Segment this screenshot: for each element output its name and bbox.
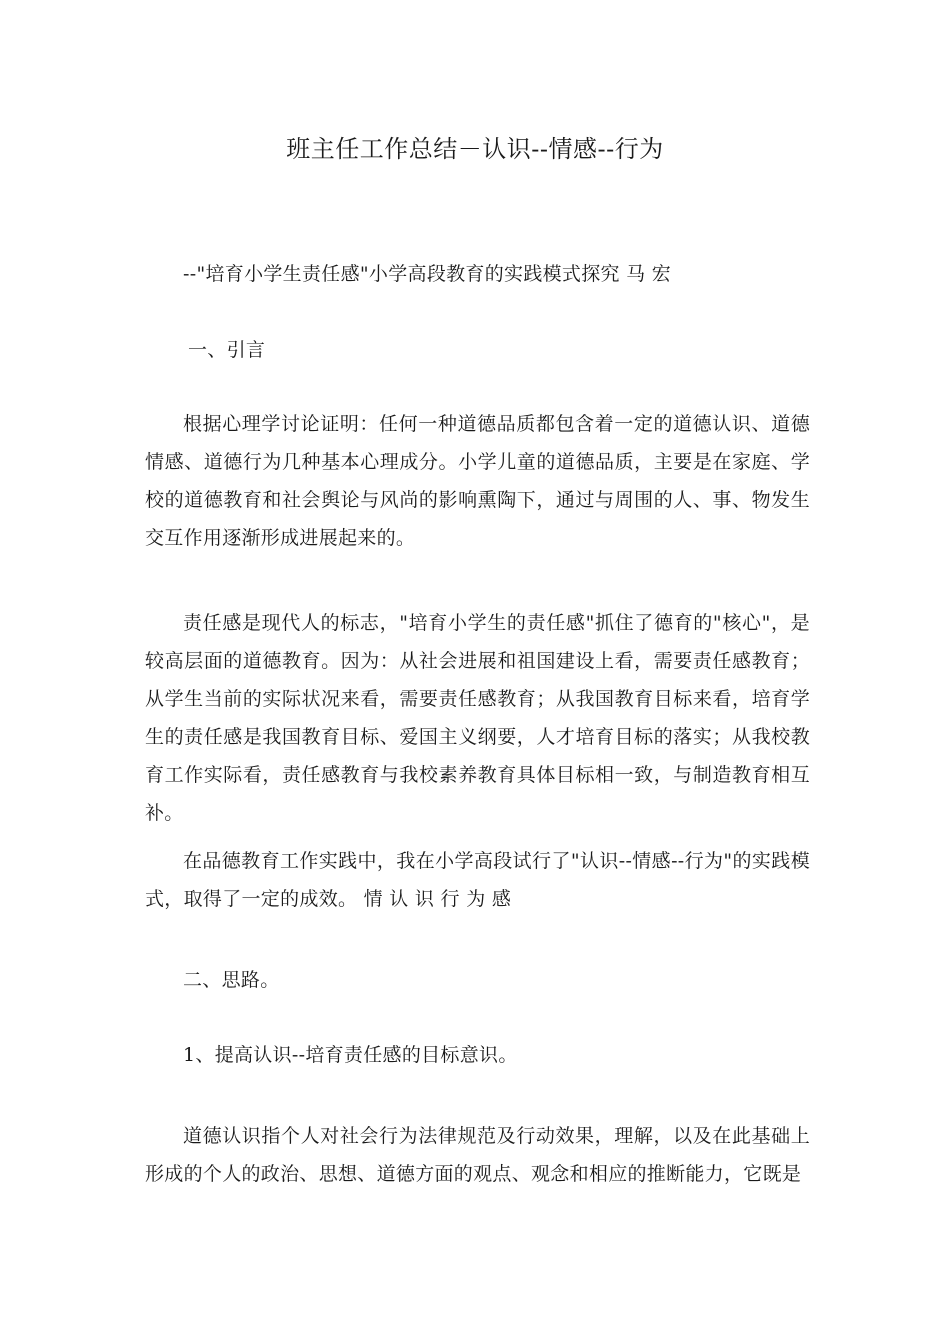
paragraph-1: 根据心理学讨论证明：任何一种道德品质都包含着一定的道德认识、道德情感、道德行为几种基本心理成分。小学儿童的道德品质，主要是在家庭、学校的道德教育和社会舆论与风尚的影响熏陶下，通过与周围的人、事、物发生交互作用逐渐形成进展起来的。 <box>145 413 810 549</box>
paragraph-2: 责任感是现代人的标志，"培育小学生的责任感"抓住了德育的"核心"，是较高层面的道德教育。因为：从社会进展和祖国建设上看，需要责任感教育；从学生当前的实际状况来看，需要责任感教育；从我国教育目标来看，培育学生的责任感是我国教育目标、爱国主义纲要，人才培育目标的落实；从我校教育工作实际看，责任感教育与我校素养教育具体目标相一致，与制造教育相互补。 <box>145 612 810 824</box>
section-heading-introduction: 一、引言 <box>188 339 266 361</box>
section-heading-approach: 二、思路。 <box>183 969 280 991</box>
paragraph-3: 在品德教育工作实践中，我在小学高段试行了"认识--情感--行为"的实践模式，取得了一定的成效。 情 认 识 行 为 感 <box>145 850 810 910</box>
subsection-heading-1: 1、提高认识--培育责任感的目标意识。 <box>183 1044 518 1066</box>
document-subtitle: --"培育小学生责任感"小学高段教育的实践模式探究 马 宏 <box>183 263 672 285</box>
paragraph-4: 道德认识指个人对社会行为法律规范及行动效果，理解，以及在此基础上形成的个人的政治、思想、道德方面的观点、观念和相应的推断能力，它既是 <box>145 1125 810 1185</box>
document-title: 班主任工作总结－认识--情感--行为 <box>286 135 664 163</box>
